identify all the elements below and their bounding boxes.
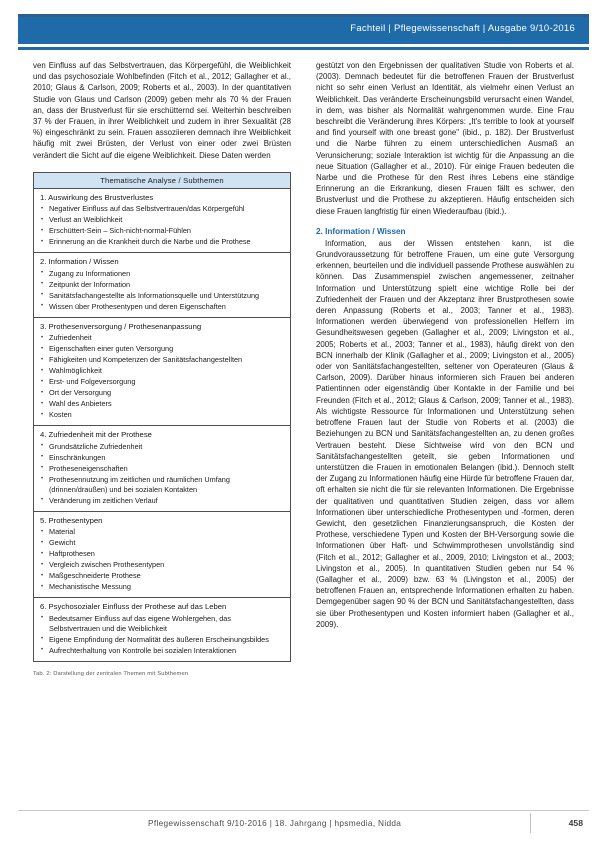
list-item: • Wahlmöglichkeit	[40, 366, 284, 376]
list-item: • Mechanistische Messung	[40, 582, 284, 592]
table-section	[34, 598, 290, 661]
list-item: • Negativer Einfluss auf das Selbstvertrauen/das Körpergefühl	[40, 204, 284, 214]
list-item: • Zeitpunkt der Information	[40, 280, 284, 290]
section-list	[40, 204, 284, 247]
page-footer	[18, 813, 589, 835]
list-item: • Grundsätzliche Zufriedenheit	[40, 442, 284, 452]
running-header-band	[18, 14, 589, 44]
section-list	[40, 333, 284, 420]
list-item: • Erst- und Folgeversorgung	[40, 377, 284, 387]
section-title: 2. Information / Wissen	[40, 257, 119, 267]
footer-divider	[18, 810, 589, 811]
list-item: • Prothesennutzung im zeitlichen und räumlichen Umfang (drinnen/draußen) und bei sozialen Kontakten	[40, 475, 284, 495]
list-item: • Erinnerung an die Krankheit durch die Narbe und die Prothese	[40, 237, 284, 247]
list-item: • Sanitätsfachangestellte als Informationsquelle und Unterstützung	[40, 291, 284, 301]
table-caption: Tab. 2: Darstellung der zentralen Themen mit Subthemen	[33, 670, 189, 677]
themes-table	[33, 172, 291, 662]
footer-separator	[530, 813, 531, 833]
list-item: • Erschüttert-Sein – Sich-nicht-normal-Fühlen	[40, 226, 284, 236]
list-item: • Maßgeschneiderte Prothese	[40, 571, 284, 581]
list-item: • Vergleich zwischen Prothesentypen	[40, 560, 284, 570]
section-title: 1. Auswirkung des Brustverlustes	[40, 192, 154, 202]
list-item: • Gewicht	[40, 538, 284, 548]
running-header-text: Fachteil | Pflegewissenschaft | Ausgabe 9/10-2016	[350, 23, 575, 34]
left-paragraph-1: ven Einfluss auf das Selbstvertrauen, das Körpergefühl, die Weiblichkeit und das psychosoziale Wohlbefinden (Fitch et al., 2012; Gallagher et al., 2010; Glaus & Carlson, 2009; Roberts et al., 2003). In der quantitativen Studie von Glaus und Carlson (2009) geben mehr als 70 % der Frauen an, dass der Brustverlust für sie erschütternd sei. Weiterhin beschreiben 37 % der Frauen, in ihrer Weiblichkeit und zudem in ihrer Sexualität (28 %) eingeschränkt zu sein. Frauen assoziieren demnach ihre Weiblichkeit häufig mit zwei Brüsten, der Verlust von einer oder zwei Brüsten verändert die Sicht auf die eigene Weiblichkeit. Diese Daten werden	[33, 61, 291, 160]
table-section	[34, 253, 290, 318]
section-list	[40, 269, 284, 312]
list-item: • Wahl des Anbieters	[40, 399, 284, 409]
two-column-body	[33, 60, 574, 800]
list-item: • Aufrechterhaltung von Kontrolle bei sozialen Interaktionen	[40, 646, 284, 656]
list-item: • Fähigkeiten und Kompetenzen der Sanitätsfachangestellten	[40, 355, 284, 365]
section-list	[40, 614, 284, 656]
right-paragraph-1: gestützt von den Ergebnissen der qualitativen Studie von Roberts et al. (2003). Demnach bedeutet für die betroffenen Frauen der Brustverlust nicht so sehr einen Verlust an Identität, als vielmehr einen Verlust an Weiblichkeit. Das veränderte Erscheinungsbild verursacht einen Wandel, in dem, was bisher als Normalität wahrgenommen wurde. Eine Frau beschreibt die Veränderung ihres Körpers: „It's terrible to look at yourself and find yourself with one breast gone" (ibid., p. 182). Der Brustverlust und die Narbe führen zu einem unterschiedlichen Ausmaß an Verunsicherung; soziale Interaktion ist wichtig für die Anpassung an die neue Situation (Gallagher et al., 2010). Für einige Frauen bedeuten die Narbe und die Prothese für den Rest ihres Lebens eine ständige Erinnerung an die Erkrankung, diesen Frauen fällt es schwer, den Brustverlust und die Prothese zu akzeptieren. Häufig entscheiden sich diese Frauen langfristig für einen Wiederaufbau (ibid.).	[316, 61, 574, 216]
section-list	[40, 527, 284, 592]
table-section	[34, 426, 290, 512]
list-item: • Zufriedenheit	[40, 333, 284, 343]
section-title: 5. Prothesentypen	[40, 515, 103, 525]
list-item: • Einschränkungen	[40, 453, 284, 463]
table-section	[34, 189, 290, 254]
table-header-cell: Thematische Analyse / Subthemen	[34, 173, 290, 189]
list-item: • Wissen über Prothesentypen und deren Eigenschaften	[40, 302, 284, 312]
footer-citation: Pflegewissenschaft 9/10-2016 | 18. Jahrgang | hpsmedia, Nidda	[148, 818, 402, 828]
list-item: • Zugang zu Informationen	[40, 269, 284, 279]
section-title: 6. Psychosozialer Einfluss der Prothese auf das Leben	[40, 602, 227, 612]
table-section	[34, 512, 290, 599]
right-paragraph-2: Information, aus der Wissen entstehen kann, ist die Grundvoraussetzung für betroffene Frauen, um eine gute Versorgung erkennen, beurteilen und die individuell passende Prothese auswählen zu können. Das Zusammenspiel zwischen angemessener, zeitnaher Information und Unterstützung spielt eine wichtige Rolle bei der Zufriedenheit der Frauen und der Akzeptanz ihrer Brustprothesen sowie deren Anpassung (Roberts et al., 2003; Tanner et al., 1983). Informationen werden überwiegend von professionellen Helfern im Gesundheitswesen gegeben (Gallagher et al., 2009; Livingston et al., 2005; Roberts et al., 2003; Tanner et al., 1983), häufig direkt von den BCN innerhalb der Klinik (Gallagher et al., 2009; Livingston et al., 2005) oder von Sanitätsfachangestellten, seltener von Operateuren (Glaus & Carlson, 2009). Darüber hinaus informieren sich Frauen bei anderen Patientinnen oder eigenständig über Kontakte in der Familie und bei Freunden (Fitch et al., 2012; Glaus & Carlson, 2009; Tanner et al., 1983). Als wichtigste Ressource für Informationen und Unterstützung sehen betroffene Frauen laut der Studie von Roberts et al. (2003) die Beziehungen zu BCN und Sanitätsfachangestellten an, zu denen großes Vertrauen besteht. Diese Sichtweise wird von den BCN und Sanitätsfachangestellten geteilt, sie geben Informationen und unterstützen die Frauen in emotionalen Belangen (ibid.). Dennoch stellt der Zugang zu Informationen häufig eine Hürde für betroffene Frauen dar, oft erhalten sie nicht die für sie relevanten Informationen. Die Ergebnisse der qualitativen und quantitativen Studien zeigen, dass vor allem Informationen über unterschiedliche Prothesentypen und -formen, deren Gewicht, den gesetzlichen Finanzierungsanspruch, die Kosten der Prothese, verschiedene Typen und Kosten der BH-Versorgung sowie die Informationen über Haft- und Schwimmprothesen unvollständig sind (Fitch et al., 2012; Gallagher et al., 2009, 2010; Livingston et al., 2003; Livingston et al., 2005). In quantitativen Studien geben nur 54 % (Gallagher et al., 2009) bzw. 63 % (Livingston et al., 2005) der betroffenen Frauen an, entsprechende Informationen erhalten zu haben. Demgegenüber sagen 90 % der BCN und Sanitätsfachangestellten, dass sie über Prothesentypen und Kosten informiert haben (Gallagher et al., 2009).	[316, 238, 574, 629]
section-title: 3. Prothesenversorgung / Prothesenanpassung	[40, 321, 202, 331]
list-item: • Verlust an Weiblichkeit	[40, 215, 284, 225]
left-column	[33, 60, 291, 678]
list-item: • Bedeutsamer Einfluss auf das eigene Wohlergehen, das Selbstvertrauen und die Weiblichkeit	[40, 614, 284, 634]
list-item: • Kosten	[40, 410, 284, 420]
right-column	[316, 60, 574, 630]
list-item: • Protheseneigenschaften	[40, 464, 284, 474]
table-section	[34, 318, 290, 427]
list-item: • Ort der Versorgung	[40, 388, 284, 398]
list-item: • Haftprothesen	[40, 549, 284, 559]
section-heading-information-wissen: 2. Information / Wissen	[316, 226, 406, 236]
list-item: • Eigenschaften einer guten Versorgung	[40, 344, 284, 354]
section-list	[40, 442, 284, 506]
list-item: • Veränderung im zeitlichen Verlauf	[40, 496, 284, 506]
list-item: • Eigene Empfindung der Normalität des äußeren Erscheinungsbildes	[40, 635, 284, 645]
page-number: 458	[568, 818, 583, 828]
list-item: • Material	[40, 527, 284, 537]
section-title: 4. Zufriedenheit mit der Prothese	[40, 430, 152, 440]
